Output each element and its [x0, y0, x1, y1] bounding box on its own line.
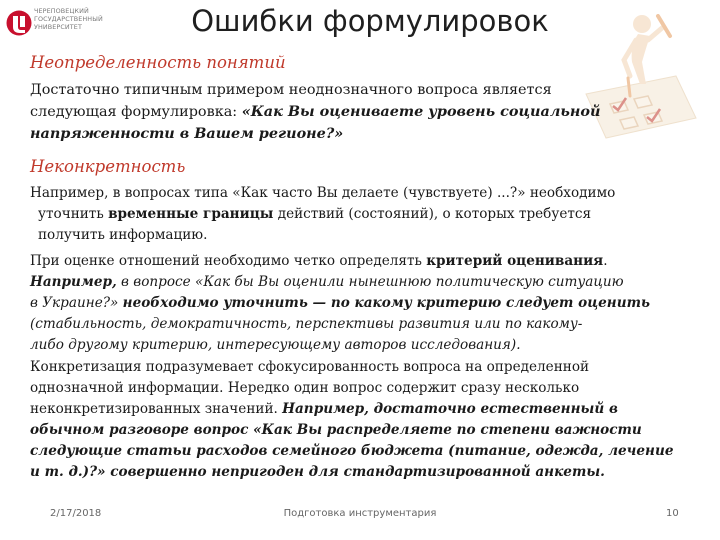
nonspecificity-paragraph-3 — [30, 357, 680, 483]
text-line: Например, в вопросе «Как бы Вы оценили нынешнюю политическую ситуацию — [30, 274, 624, 290]
text-line: уточнить временные границы действий (состояний), о которых требуется — [38, 206, 592, 222]
text-line: Например, в вопросах типа «Как часто Вы делаете (чувствуете) ...?» необходимо — [30, 185, 616, 201]
section-heading-nonspecificity: Неконкретность — [30, 157, 186, 176]
text-line: получить информацию. — [38, 227, 208, 243]
text-line: неконкретизированных значений. Например, достаточно естественный в — [30, 401, 618, 417]
logo-text: ЧЕРЕПОВЕЦКИЙ ГОСУДАРСТВЕННЫЙ УНИВЕРСИТЕТ — [34, 7, 103, 31]
text-line: либо другому критерию, интересующему авторов исследования). — [30, 337, 521, 353]
text-line: следующие статьи расходов семейного бюджета (питание, одежда, лечение — [30, 443, 674, 459]
text-line: обычном разговоре вопрос «Как Вы распределяете по степени важности — [30, 422, 642, 438]
text-line: напряженности в Вашем регионе?» — [30, 125, 344, 142]
nonspecificity-paragraph-1 — [30, 183, 680, 246]
ambiguity-paragraph — [30, 80, 680, 144]
footer-title: Подготовка инструментария — [283, 508, 437, 519]
text-line: и т. д.)?» совершенно непригоден для стандартизированной анкеты. — [30, 464, 605, 480]
text-line: Конкретизация подразумевает сфокусированность вопроса на определенной — [30, 359, 590, 375]
footer-date: 2/17/2018 — [50, 508, 102, 519]
university-logo — [6, 4, 116, 44]
text-line: (стабильность, демократичность, перспективы развития или по какому- — [30, 316, 583, 332]
university-logo-icon — [6, 10, 32, 36]
text-line: При оценке отношений необходимо четко определять критерий оценивания. — [30, 253, 608, 269]
page-number: 10 — [666, 508, 679, 519]
text-line: Достаточно типичным примером неоднозначного вопроса является — [30, 82, 552, 98]
text-line: следующая формулировка: «Как Вы оцениваете уровень социальной — [30, 103, 601, 120]
page-title: Ошибки формулировок — [191, 4, 549, 38]
text-line: в Украине?» необходимо уточнить — по какому критерию следует оценить — [30, 295, 650, 311]
section-heading-ambiguity: Неопределенность понятий — [30, 53, 286, 72]
nonspecificity-paragraph-2 — [30, 251, 680, 356]
text-line: однозначной информации. Нередко один вопрос содержит сразу несколько — [30, 380, 580, 396]
